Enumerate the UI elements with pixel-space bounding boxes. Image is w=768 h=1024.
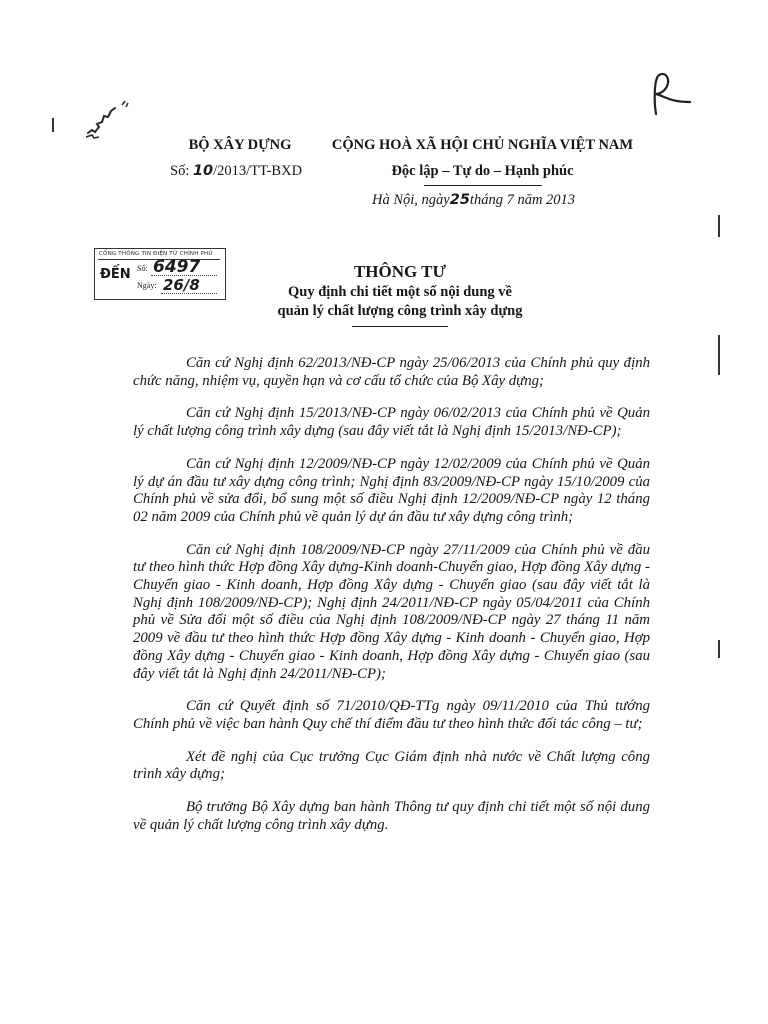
document-title-line1: Quy định chi tiết một số nội dung về [288, 284, 512, 300]
right-edge-mark [718, 640, 720, 658]
stamp-so-value: 6497 [153, 257, 201, 277]
left-edge-mark [52, 118, 54, 132]
proposal-paragraph: Xét đề nghị của Cục trưởng Cục Giám định nhà nước về Chất lượng công trình xây dựng; [133, 748, 650, 783]
right-edge-mark [718, 215, 720, 237]
place-date [372, 192, 575, 209]
place-date-day: 25 [449, 192, 470, 208]
stamp-org: CỔNG THÔNG TIN ĐIỆN TỬ CHÍNH PHỦ [99, 251, 213, 257]
issuance-paragraph: Bộ trưởng Bộ Xây dựng ban hành Thông tư quy định chi tiết một số nội dung về quản lý chất lượng công trình xây dựng. [133, 799, 650, 833]
doc-number-prefix: Số: [170, 163, 190, 179]
title-underline [352, 326, 448, 327]
legal-basis-paragraph: Căn cứ Quyết định số 71/2010/QĐ-TTg ngày 09/11/2010 của Thủ tướng Chính phủ về việc ban hành Quy chế thí điểm đầu tư theo hình thức đối tác công – tư; [133, 698, 650, 732]
doc-number-suffix: /2013/TT-BXD [213, 163, 303, 179]
national-motto: Độc lập – Tự do – Hạnh phúc [391, 163, 574, 179]
document-title-line2: quản lý chất lượng công trình xây dựng [277, 303, 523, 319]
stamp-ngay-value: 26/8 [163, 276, 200, 294]
document-type: THÔNG TƯ [353, 262, 447, 281]
legal-basis-paragraph: Căn cứ Nghị định 108/2009/NĐ-CP ngày 27/11/2009 của Chính phủ về đầu tư theo hình thức Hợp đồng Xây dựng-Kinh doanh-Chuyển giao, Hợp đồng Xây dựng - Chuyển giao - Kinh doanh, Hợp đồng Xây dựng - Chuyển giao (sau đây viết tắt là Nghị định 108/2009/NĐ-CP); Nghị định 24/2011/NĐ-CP ngày 05/04/2011 của Chính phủ về Sửa đổi một số điều của Nghị định 108/2009/NĐ-CP ngày 27 tháng 11 năm 2009 về đầu tư theo hình thức Hợp đồng Xây dựng - Kinh doanh - Chuyển giao, Hợp đồng Xây dựng - Chuyển giao - Kinh doanh, Hợp đồng Xây dựng - Chuyển giao (sau đây viết tắt là Nghị định 24/2011/NĐ-CP); [133, 541, 650, 682]
document-body [133, 355, 650, 849]
received-stamp [94, 248, 226, 300]
right-edge-mark [718, 335, 720, 375]
ink-scribble [60, 95, 150, 145]
national-title: CỘNG HOÀ XÃ HỘI CHỦ NGHĨA VIỆT NAM [331, 137, 634, 153]
legal-basis-paragraph: Căn cứ Nghị định 62/2013/NĐ-CP ngày 25/06/2013 của Chính phủ quy định chức năng, nhiệm vụ, quyền hạn và cơ cấu tổ chức của Bộ Xây dựng; [133, 355, 650, 389]
document-number [170, 163, 302, 180]
stamp-so-label: Số: [137, 264, 148, 273]
place-date-suffix: tháng 7 năm 2013 [469, 192, 576, 208]
handwritten-corner-mark [648, 72, 694, 118]
stamp-ngay-label: Ngày: [137, 281, 157, 290]
motto-underline [424, 185, 542, 186]
stamp-den-label: ĐẾN [100, 267, 131, 282]
legal-basis-paragraph: Căn cứ Nghị định 15/2013/NĐ-CP ngày 06/02/2013 của Chính phủ về Quản lý chất lượng công trình xây dựng (sau đây viết tắt là Nghị định 15/2013/NĐ-CP); [133, 405, 650, 440]
doc-number-handwritten: 10 [192, 163, 214, 179]
issuer-name: BỘ XÂY DỰNG [188, 137, 292, 153]
place-date-prefix: Hà Nội, ngày [372, 192, 450, 208]
legal-basis-paragraph: Căn cứ Nghị định 12/2009/NĐ-CP ngày 12/02/2009 của Chính phủ về Quản lý dự án đầu tư xây dựng công trình; Nghị định 83/2009/NĐ-CP ngày 15/10/2009 của Chính phủ về sửa đổi, bổ sung một số điều Nghị định 12/2009/NĐ-CP ngày 12 tháng 02 năm 2009 của Chính phủ về quản lý dự án đầu tư xây dựng công trình; [133, 455, 650, 525]
stamp-dotted-line [161, 293, 217, 294]
